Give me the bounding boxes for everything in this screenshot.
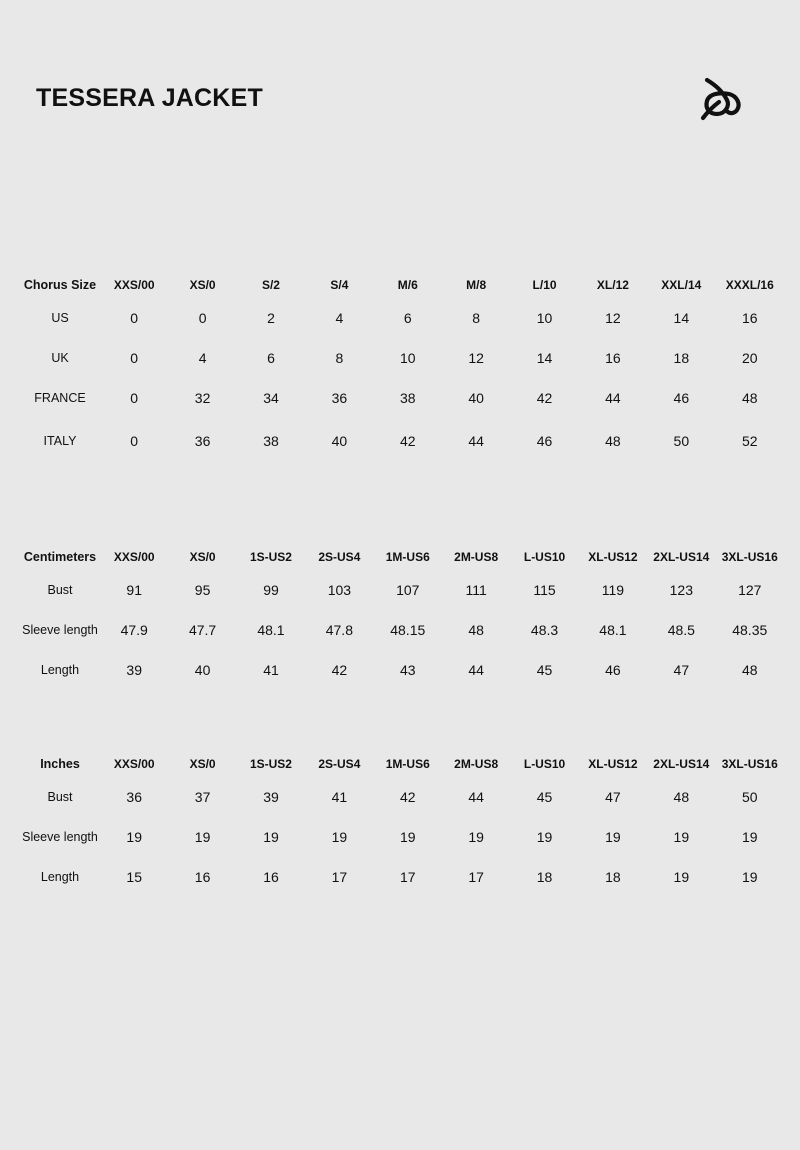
table-cell: 18 <box>536 869 553 885</box>
row-label: US <box>51 311 69 325</box>
table-cell: 40 <box>468 390 484 406</box>
table-cell: 8 <box>472 310 481 326</box>
table-cell: 8 <box>335 350 344 366</box>
table-cell: 17 <box>399 869 416 885</box>
table-cell: 0 <box>198 310 207 326</box>
size-header: 1M-US6 <box>385 550 430 564</box>
table-cell: 16 <box>194 869 211 885</box>
size-header: XL-US12 <box>588 550 638 564</box>
table-row <box>20 570 784 610</box>
table-row <box>20 298 784 338</box>
table-cell: 127 <box>738 582 762 598</box>
table-cell: 36 <box>126 789 142 805</box>
table-cell: 40 <box>194 662 211 678</box>
table-row <box>20 610 784 650</box>
size-header: 2S-US4 <box>318 757 361 771</box>
header-row <box>20 272 784 298</box>
table-cell: 19 <box>399 829 416 845</box>
size-header: XS/0 <box>189 550 216 564</box>
row-label: Sleeve length <box>22 623 98 637</box>
table-cell: 91 <box>126 582 142 598</box>
table-cell: 107 <box>396 582 420 598</box>
size-conversion-table <box>20 272 784 463</box>
chorus-logo-icon <box>697 74 745 122</box>
table-cell: 48 <box>741 662 758 678</box>
table-cell: 20 <box>741 350 758 366</box>
size-header: 2XL-US14 <box>653 757 710 771</box>
table-row <box>20 857 784 897</box>
header-row <box>20 544 784 570</box>
centimeters-table <box>20 544 784 690</box>
table-cell: 44 <box>468 789 484 805</box>
table-cell: 19 <box>331 829 348 845</box>
table-cell: 44 <box>468 662 484 678</box>
table-cell: 16 <box>263 869 279 885</box>
table-cell: 45 <box>536 789 553 805</box>
table-cell: 48 <box>673 789 690 805</box>
table-cell: 19 <box>673 869 690 885</box>
table-cell: 52 <box>741 432 758 449</box>
table-cell: 18 <box>605 869 621 885</box>
table-row <box>20 650 784 690</box>
table-cell: 19 <box>673 829 690 845</box>
table-cell: 48.35 <box>732 622 768 638</box>
table-cell: 42 <box>331 662 348 678</box>
table-cell: 45 <box>536 662 553 678</box>
size-header: S/2 <box>261 278 280 292</box>
row-label: Sleeve length <box>22 830 98 844</box>
table-cell: 36 <box>194 432 211 449</box>
table-cell: 19 <box>605 829 621 845</box>
page-title: TESSERA JACKET <box>36 84 263 112</box>
size-header: 2S-US4 <box>318 550 361 564</box>
table-cell: 48 <box>605 432 621 449</box>
table-cell: 36 <box>331 390 348 406</box>
table-cell: 47.7 <box>188 622 217 638</box>
table-cell: 14 <box>673 310 690 326</box>
size-header: XS/0 <box>189 278 216 292</box>
size-header: S/4 <box>330 278 349 292</box>
table-row <box>20 418 784 463</box>
table-cell: 48.1 <box>257 622 285 638</box>
table-cell: 32 <box>194 390 211 406</box>
size-header: 2M-US8 <box>454 757 499 771</box>
table-cell: 43 <box>399 662 416 678</box>
table-cell: 123 <box>669 582 693 598</box>
table-cell: 19 <box>194 829 211 845</box>
table-cell: 19 <box>126 829 142 845</box>
table-cell: 50 <box>741 789 758 805</box>
size-header: XXS/00 <box>113 550 155 564</box>
table-cell: 115 <box>533 582 556 598</box>
table-cell: 19 <box>263 829 279 845</box>
table-cell: 48.3 <box>530 622 559 638</box>
table-row <box>20 338 784 378</box>
table-cell: 44 <box>605 390 621 406</box>
table-cell: 14 <box>536 350 553 366</box>
header-row <box>20 751 784 777</box>
table-cell: 2 <box>267 310 275 326</box>
table-cell: 0 <box>130 350 139 366</box>
table-corner-label: Chorus Size <box>23 278 97 292</box>
table-cell: 47.9 <box>120 622 148 638</box>
table-cell: 39 <box>263 789 279 805</box>
size-header: M/6 <box>397 278 418 292</box>
table-corner-label: Centimeters <box>23 550 97 564</box>
table-cell: 40 <box>331 432 348 449</box>
table-cell: 46 <box>536 432 553 449</box>
table-cell: 44 <box>468 432 484 449</box>
table-cell: 103 <box>327 582 352 598</box>
table-cell: 119 <box>601 582 625 598</box>
table-cell: 48 <box>741 390 758 406</box>
size-header: L-US10 <box>523 757 566 771</box>
table-cell: 99 <box>263 582 279 598</box>
table-cell: 12 <box>605 310 621 326</box>
row-label: Bust <box>47 583 73 597</box>
table-cell: 95 <box>194 582 211 598</box>
table-cell: 42 <box>399 789 416 805</box>
row-label: Length <box>40 870 80 884</box>
table-cell: 48.5 <box>667 622 695 638</box>
table-cell: 47 <box>673 662 690 678</box>
table-cell: 12 <box>468 350 484 366</box>
size-header: XXS/00 <box>113 757 155 771</box>
table-cell: 111 <box>465 582 487 598</box>
table-cell: 15 <box>126 869 142 885</box>
size-header: XS/0 <box>189 757 216 771</box>
row-label: Bust <box>47 790 73 804</box>
table-cell: 42 <box>399 432 416 449</box>
table-cell: 34 <box>263 390 279 406</box>
table-row <box>20 378 784 418</box>
table-row <box>20 817 784 857</box>
table-cell: 47.8 <box>325 622 353 638</box>
table-cell: 37 <box>194 789 211 805</box>
table-cell: 0 <box>130 310 139 326</box>
row-label: UK <box>51 351 69 365</box>
table-cell: 0 <box>130 432 139 449</box>
row-label: ITALY <box>43 433 77 448</box>
size-header: XL/12 <box>596 278 629 292</box>
table-cell: 16 <box>741 310 758 326</box>
table-row <box>20 777 784 817</box>
table-cell: 6 <box>267 350 275 366</box>
table-corner-label: Inches <box>40 757 80 771</box>
size-header: 1S-US2 <box>249 550 292 564</box>
table-cell: 46 <box>605 662 621 678</box>
table-cell: 48.15 <box>390 622 426 638</box>
table-cell: 19 <box>741 869 758 885</box>
table-cell: 6 <box>403 310 412 326</box>
table-cell: 18 <box>673 350 690 366</box>
table-cell: 50 <box>673 432 690 449</box>
size-header: XXXL/16 <box>725 278 774 292</box>
table-cell: 16 <box>605 350 621 366</box>
table-cell: 4 <box>335 310 344 326</box>
table-cell: 19 <box>536 829 553 845</box>
table-cell: 46 <box>673 390 690 406</box>
table-cell: 4 <box>198 350 207 366</box>
size-header: XXS/00 <box>113 278 155 292</box>
size-header: M/8 <box>466 278 487 292</box>
table-cell: 38 <box>399 390 416 406</box>
size-header: L-US10 <box>523 550 566 564</box>
table-cell: 19 <box>741 829 758 845</box>
table-cell: 41 <box>263 662 279 678</box>
size-header: 3XL-US16 <box>721 757 778 771</box>
size-header: XXL/14 <box>661 278 702 292</box>
row-label: Length <box>40 663 80 677</box>
row-label: FRANCE <box>34 391 86 405</box>
size-header: XL-US12 <box>588 757 638 771</box>
inches-table <box>20 751 784 897</box>
size-header: 3XL-US16 <box>721 550 778 564</box>
table-cell: 19 <box>468 829 484 845</box>
table-cell: 0 <box>130 390 139 406</box>
size-header: L/10 <box>532 278 557 292</box>
size-header: 2M-US8 <box>454 550 499 564</box>
table-cell: 39 <box>126 662 142 678</box>
table-cell: 10 <box>536 310 553 326</box>
size-header: 2XL-US14 <box>653 550 710 564</box>
table-cell: 10 <box>399 350 416 366</box>
table-cell: 48 <box>468 622 484 638</box>
table-cell: 42 <box>536 390 553 406</box>
size-header: 1M-US6 <box>385 757 430 771</box>
table-cell: 17 <box>331 869 348 885</box>
table-cell: 41 <box>331 789 348 805</box>
table-cell: 48.1 <box>599 622 627 638</box>
table-cell: 47 <box>605 789 621 805</box>
table-cell: 17 <box>468 869 484 885</box>
table-cell: 38 <box>263 432 279 449</box>
size-header: 1S-US2 <box>249 757 292 771</box>
